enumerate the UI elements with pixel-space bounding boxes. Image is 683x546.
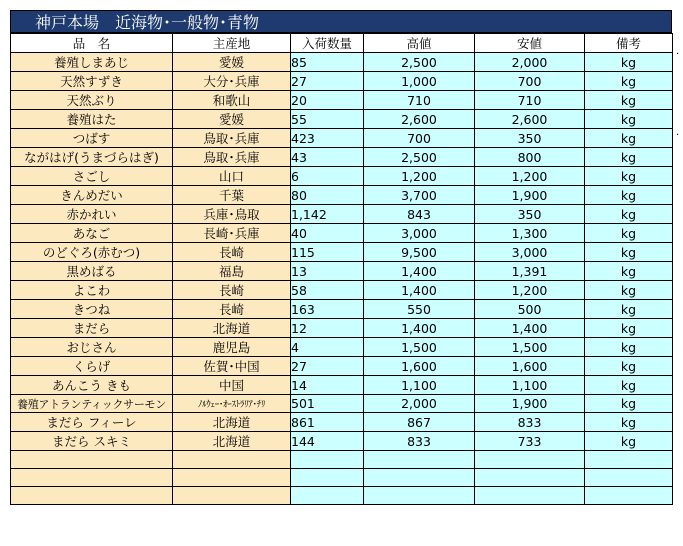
cell-high[interactable]: 710 bbox=[364, 91, 475, 110]
header-note: 備考 bbox=[585, 34, 673, 53]
cell-origin[interactable]: 鹿児島 bbox=[173, 338, 291, 357]
cell-unit[interactable]: kg bbox=[585, 148, 673, 167]
cell-origin[interactable]: 千葉 bbox=[173, 186, 291, 205]
cell-high[interactable] bbox=[364, 451, 475, 469]
table-row bbox=[11, 91, 673, 110]
table-row bbox=[11, 451, 673, 469]
cell-qty[interactable]: 12 bbox=[291, 319, 364, 338]
cell-low[interactable]: 350 bbox=[475, 205, 585, 224]
cell-origin[interactable]: 長崎 bbox=[173, 300, 291, 319]
cell-origin[interactable]: 長崎･兵庫 bbox=[173, 224, 291, 243]
cell-qty[interactable]: 55 bbox=[291, 110, 364, 129]
cell-name[interactable]: まだら スキミ bbox=[11, 432, 173, 451]
cell-unit[interactable]: kg bbox=[585, 376, 673, 395]
cell-qty[interactable]: 58 bbox=[291, 281, 364, 300]
cell-qty[interactable]: 43 bbox=[291, 148, 364, 167]
table-row bbox=[11, 129, 673, 148]
cell-name[interactable]: つばす bbox=[11, 129, 173, 148]
table-header-row bbox=[11, 34, 673, 53]
side-mark: . bbox=[676, 46, 680, 57]
cell-name[interactable]: よこわ bbox=[11, 281, 173, 300]
cell-name[interactable]: まだら フィーレ bbox=[11, 413, 173, 432]
cell-origin[interactable]: 兵庫･鳥取 bbox=[173, 205, 291, 224]
cell-origin[interactable]: 長崎 bbox=[173, 243, 291, 262]
cell-high[interactable]: 1,000 bbox=[364, 72, 475, 91]
cell-qty[interactable]: 40 bbox=[291, 224, 364, 243]
cell-high[interactable]: 1,500 bbox=[364, 338, 475, 357]
cell-high[interactable]: 1,400 bbox=[364, 281, 475, 300]
cell-unit[interactable]: kg bbox=[585, 91, 673, 110]
cell-high[interactable]: 2,000 bbox=[364, 395, 475, 413]
header-name: 品 名 bbox=[11, 34, 173, 53]
cell-qty[interactable]: 144 bbox=[291, 432, 364, 451]
cell-unit[interactable]: kg bbox=[585, 281, 673, 300]
cell-qty[interactable]: 861 bbox=[291, 413, 364, 432]
cell-qty[interactable]: 85 bbox=[291, 53, 364, 72]
table-row bbox=[11, 148, 673, 167]
table-row bbox=[11, 487, 673, 505]
header-origin: 主産地 bbox=[173, 34, 291, 53]
cell-high[interactable]: 2,500 bbox=[364, 53, 475, 72]
cell-origin[interactable] bbox=[173, 487, 291, 505]
header-qty: 入荷数量 bbox=[291, 34, 364, 53]
cell-origin[interactable]: 長崎 bbox=[173, 281, 291, 300]
cell-high[interactable] bbox=[364, 487, 475, 505]
cell-origin[interactable]: 北海道 bbox=[173, 432, 291, 451]
cell-high[interactable]: 833 bbox=[364, 432, 475, 451]
cell-name[interactable]: くらげ bbox=[11, 357, 173, 376]
cell-low[interactable]: 3,000 bbox=[475, 243, 585, 262]
cell-origin[interactable]: 和歌山 bbox=[173, 91, 291, 110]
cell-unit[interactable]: kg bbox=[585, 432, 673, 451]
cell-origin[interactable]: 北海道 bbox=[173, 319, 291, 338]
table-row bbox=[11, 110, 673, 129]
cell-origin[interactable] bbox=[173, 451, 291, 469]
cell-origin[interactable]: 中国 bbox=[173, 376, 291, 395]
table-row bbox=[11, 469, 673, 487]
side-mark: . bbox=[676, 127, 680, 138]
cell-low[interactable]: 1,400 bbox=[475, 319, 585, 338]
cell-name[interactable]: 養殖はた bbox=[11, 110, 173, 129]
cell-unit[interactable]: kg bbox=[585, 243, 673, 262]
cell-unit[interactable]: kg bbox=[585, 167, 673, 186]
table-row bbox=[11, 281, 673, 300]
cell-high[interactable]: 550 bbox=[364, 300, 475, 319]
price-table bbox=[10, 33, 673, 505]
cell-origin[interactable]: 大分･兵庫 bbox=[173, 72, 291, 91]
cell-low[interactable] bbox=[475, 451, 585, 469]
cell-unit[interactable]: kg bbox=[585, 205, 673, 224]
table-row bbox=[11, 72, 673, 91]
cell-low[interactable]: 1,600 bbox=[475, 357, 585, 376]
table-row bbox=[11, 338, 673, 357]
cell-name[interactable]: きんめだい bbox=[11, 186, 173, 205]
cell-low[interactable] bbox=[475, 469, 585, 487]
cell-unit[interactable]: kg bbox=[585, 72, 673, 91]
cell-unit[interactable]: kg bbox=[585, 186, 673, 205]
cell-low[interactable]: 1,391 bbox=[475, 262, 585, 281]
table-row bbox=[11, 376, 673, 395]
header-high: 高値 bbox=[364, 34, 475, 53]
cell-qty[interactable]: 163 bbox=[291, 300, 364, 319]
cell-unit[interactable]: kg bbox=[585, 110, 673, 129]
cell-unit[interactable]: kg bbox=[585, 413, 673, 432]
cell-name[interactable]: あなご bbox=[11, 224, 173, 243]
cell-qty[interactable]: 6 bbox=[291, 167, 364, 186]
cell-qty[interactable]: 14 bbox=[291, 376, 364, 395]
cell-qty[interactable]: 501 bbox=[291, 395, 364, 413]
cell-name[interactable]: のどぐろ(赤むつ) bbox=[11, 243, 173, 262]
cell-low[interactable]: 350 bbox=[475, 129, 585, 148]
cell-unit[interactable]: kg bbox=[585, 338, 673, 357]
cell-high[interactable]: 9,500 bbox=[364, 243, 475, 262]
table-row bbox=[11, 300, 673, 319]
cell-unit[interactable]: kg bbox=[585, 224, 673, 243]
cell-unit[interactable]: kg bbox=[585, 129, 673, 148]
table-row bbox=[11, 186, 673, 205]
cell-unit[interactable]: kg bbox=[585, 319, 673, 338]
cell-high[interactable]: 1,400 bbox=[364, 319, 475, 338]
cell-high[interactable]: 1,600 bbox=[364, 357, 475, 376]
table-row bbox=[11, 357, 673, 376]
cell-unit[interactable] bbox=[585, 451, 673, 469]
cell-origin[interactable] bbox=[173, 469, 291, 487]
table-row bbox=[11, 167, 673, 186]
cell-low[interactable] bbox=[475, 487, 585, 505]
cell-low[interactable]: 1,900 bbox=[475, 186, 585, 205]
cell-low[interactable]: 710 bbox=[475, 91, 585, 110]
cell-origin[interactable]: ﾉﾙｳｪｰ･ｵｰｽﾄﾗﾘｱ･ﾁﾘ bbox=[173, 395, 291, 413]
cell-low[interactable]: 833 bbox=[475, 413, 585, 432]
cell-high[interactable]: 700 bbox=[364, 129, 475, 148]
cell-name[interactable] bbox=[11, 451, 173, 469]
cell-qty[interactable]: 115 bbox=[291, 243, 364, 262]
cell-name[interactable]: 養殖アトランティックサーモン bbox=[11, 395, 173, 413]
cell-name[interactable]: 天然ぶり bbox=[11, 91, 173, 110]
cell-origin[interactable]: 鳥取･兵庫 bbox=[173, 148, 291, 167]
table-row bbox=[11, 432, 673, 451]
cell-low[interactable]: 2,600 bbox=[475, 110, 585, 129]
table-row bbox=[11, 205, 673, 224]
cell-name[interactable]: おじさん bbox=[11, 338, 173, 357]
sheet-title: 神戸本場 近海物･一般物･青物 bbox=[10, 10, 672, 33]
cell-name[interactable]: さごし bbox=[11, 167, 173, 186]
table-row bbox=[11, 395, 673, 413]
cell-name[interactable]: きつね bbox=[11, 300, 173, 319]
cell-origin[interactable]: 佐賀･中国 bbox=[173, 357, 291, 376]
cell-unit[interactable] bbox=[585, 469, 673, 487]
cell-high[interactable]: 1,200 bbox=[364, 167, 475, 186]
cell-name[interactable]: 養殖しまあじ bbox=[11, 53, 173, 72]
cell-qty[interactable]: 13 bbox=[291, 262, 364, 281]
cell-low[interactable]: 500 bbox=[475, 300, 585, 319]
cell-high[interactable] bbox=[364, 469, 475, 487]
cell-high[interactable]: 2,500 bbox=[364, 148, 475, 167]
cell-name[interactable]: 天然すずき bbox=[11, 72, 173, 91]
cell-low[interactable]: 1,300 bbox=[475, 224, 585, 243]
cell-high[interactable]: 2,600 bbox=[364, 110, 475, 129]
cell-name[interactable]: 黒めばる bbox=[11, 262, 173, 281]
cell-name[interactable] bbox=[11, 469, 173, 487]
cell-low[interactable]: 1,100 bbox=[475, 376, 585, 395]
cell-unit[interactable]: kg bbox=[585, 300, 673, 319]
cell-name[interactable]: あんこう きも bbox=[11, 376, 173, 395]
cell-qty[interactable]: 27 bbox=[291, 72, 364, 91]
cell-high[interactable]: 843 bbox=[364, 205, 475, 224]
cell-unit[interactable]: kg bbox=[585, 53, 673, 72]
cell-qty[interactable]: 1,142 bbox=[291, 205, 364, 224]
table-row bbox=[11, 413, 673, 432]
market-price-sheet bbox=[10, 10, 672, 505]
cell-qty[interactable]: 4 bbox=[291, 338, 364, 357]
cell-qty[interactable] bbox=[291, 469, 364, 487]
cell-high[interactable]: 867 bbox=[364, 413, 475, 432]
cell-origin[interactable]: 北海道 bbox=[173, 413, 291, 432]
cell-low[interactable]: 1,200 bbox=[475, 281, 585, 300]
cell-qty[interactable] bbox=[291, 487, 364, 505]
cell-unit[interactable]: kg bbox=[585, 395, 673, 413]
cell-origin[interactable]: 愛媛 bbox=[173, 110, 291, 129]
cell-qty[interactable] bbox=[291, 451, 364, 469]
cell-qty[interactable]: 80 bbox=[291, 186, 364, 205]
cell-low[interactable]: 800 bbox=[475, 148, 585, 167]
table-row bbox=[11, 319, 673, 338]
cell-high[interactable]: 3,700 bbox=[364, 186, 475, 205]
cell-name[interactable]: ながはげ(うまづらはぎ) bbox=[11, 148, 173, 167]
cell-name[interactable]: 赤かれい bbox=[11, 205, 173, 224]
cell-high[interactable]: 1,400 bbox=[364, 262, 475, 281]
cell-qty[interactable]: 423 bbox=[291, 129, 364, 148]
cell-low[interactable]: 1,900 bbox=[475, 395, 585, 413]
header-low: 安値 bbox=[475, 34, 585, 53]
cell-unit[interactable]: kg bbox=[585, 262, 673, 281]
cell-origin[interactable]: 鳥取･兵庫 bbox=[173, 129, 291, 148]
table-row bbox=[11, 53, 673, 72]
cell-qty[interactable]: 20 bbox=[291, 91, 364, 110]
cell-low[interactable]: 1,200 bbox=[475, 167, 585, 186]
cell-high[interactable]: 3,000 bbox=[364, 224, 475, 243]
cell-low[interactable]: 700 bbox=[475, 72, 585, 91]
cell-low[interactable]: 733 bbox=[475, 432, 585, 451]
cell-qty[interactable]: 27 bbox=[291, 357, 364, 376]
cell-unit[interactable]: kg bbox=[585, 357, 673, 376]
cell-origin[interactable]: 愛媛 bbox=[173, 53, 291, 72]
table-row bbox=[11, 224, 673, 243]
cell-name[interactable] bbox=[11, 487, 173, 505]
cell-origin[interactable]: 福島 bbox=[173, 262, 291, 281]
table-row bbox=[11, 262, 673, 281]
cell-origin[interactable]: 山口 bbox=[173, 167, 291, 186]
cell-name[interactable]: まだら bbox=[11, 319, 173, 338]
cell-high[interactable]: 1,100 bbox=[364, 376, 475, 395]
cell-low[interactable]: 2,000 bbox=[475, 53, 585, 72]
table-row bbox=[11, 243, 673, 262]
cell-low[interactable]: 1,500 bbox=[475, 338, 585, 357]
cell-unit[interactable] bbox=[585, 487, 673, 505]
